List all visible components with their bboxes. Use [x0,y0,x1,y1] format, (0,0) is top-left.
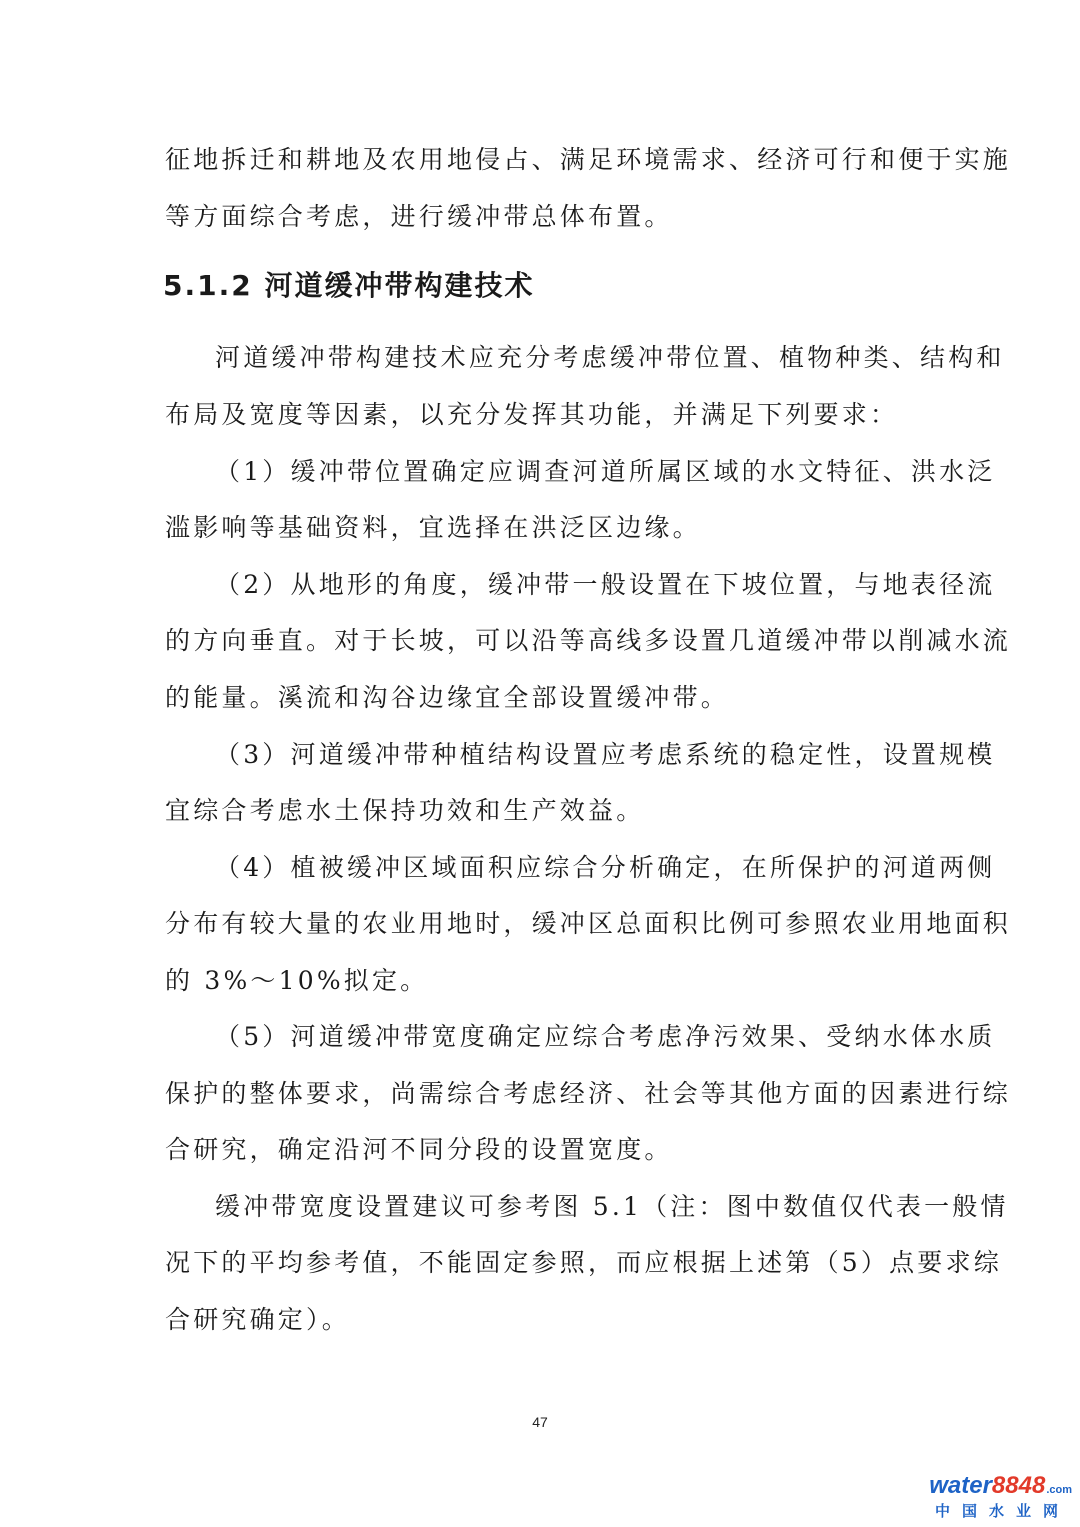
watermark-brand-suffix: .com [1046,1484,1072,1496]
watermark-chinese-name: 中国水业网 [934,1502,1070,1520]
intro-line-1: 征地拆迁和耕地及农用地侵占、满足环境需求、经济可行和便于实施 [165,145,1012,174]
section-heading: 5.1.2 河道缓冲带构建技术 [163,269,535,302]
item-3-line-1: （3）河道缓冲带种植结构设置应考虑系统的稳定性，设置规模 [215,740,996,769]
item-2-line-2: 的方向垂直。对于长坡，可以沿等高线多设置几道缓冲带以削减水流 [165,626,1012,655]
page-number: 47 [532,1414,548,1430]
note-line-3: 合研究确定）。 [165,1305,350,1334]
item-3-line-2: 宜综合考虑水土保持功效和生产效益。 [165,796,645,825]
item-4-line-3: 的 3%～10%拟定。 [165,966,429,995]
item-2-line-1: （2）从地形的角度，缓冲带一般设置在下坡位置，与地表径流 [215,570,996,599]
item-1-line-2: 滥影响等基础资料，宜选择在洪泛区边缘。 [165,513,701,542]
watermark-logo [929,1472,1072,1521]
item-5-line-3: 合研究，确定沿河不同分段的设置宽度。 [165,1135,673,1164]
watermark-brand-number: 8848 [991,1472,1046,1499]
item-5-line-1: （5）河道缓冲带宽度确定应综合考虑净污效果、受纳水体水质 [215,1022,996,1051]
item-1-line-1: （1）缓冲带位置确定应调查河道所属区域的水文特征、洪水泛 [215,457,996,486]
main-line-2: 布局及宽度等因素，以充分发挥其功能，并满足下列要求： [165,400,899,429]
main-line-1: 河道缓冲带构建技术应充分考虑缓冲带位置、植物种类、结构和 [215,343,1005,372]
watermark-brand [929,1473,1072,1503]
item-4-line-2: 分布有较大量的农业用地时，缓冲区总面积比例可参照农业用地面积 [165,909,1012,938]
watermark-brand-word: water [929,1472,992,1499]
item-5-line-2: 保护的整体要求，尚需综合考虑经济、社会等其他方面的因素进行综 [165,1079,1012,1108]
note-line-2: 况下的平均参考值，不能固定参照，而应根据上述第（5）点要求综 [165,1248,1002,1277]
item-2-line-3: 的能量。溪流和沟谷边缘宜全部设置缓冲带。 [165,683,730,712]
note-line-1: 缓冲带宽度设置建议可参考图 5.1（注：图中数值仅代表一般情 [215,1192,1009,1221]
item-4-line-1: （4）植被缓冲区域面积应综合分析确定，在所保护的河道两侧 [215,853,996,882]
intro-line-2: 等方面综合考虑，进行缓冲带总体布置。 [165,202,673,231]
